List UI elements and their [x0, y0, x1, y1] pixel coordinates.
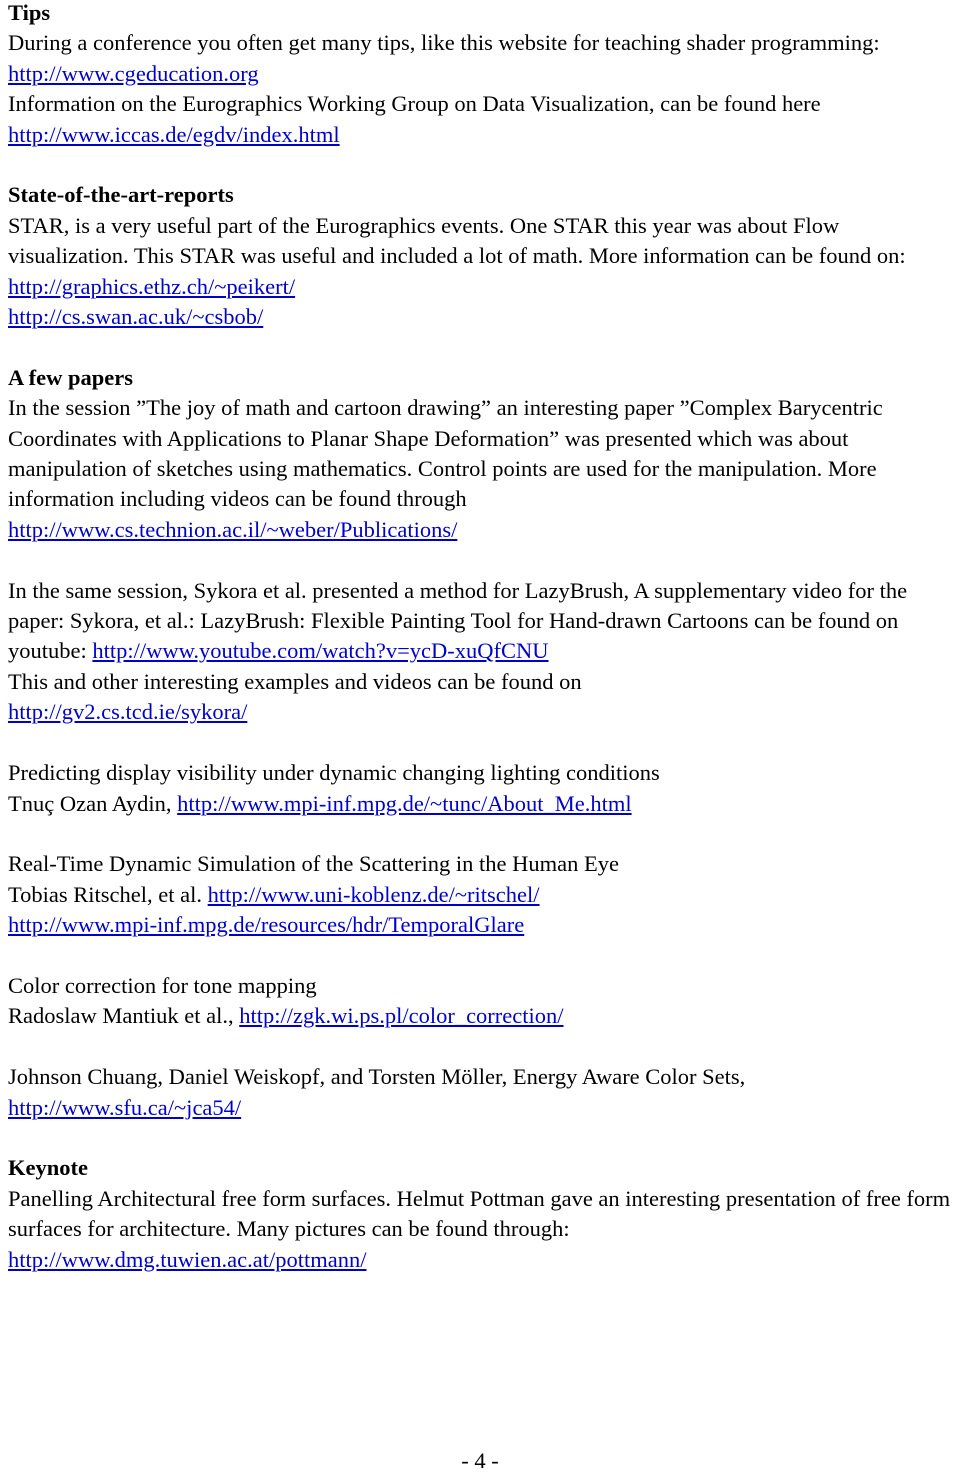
csbob-link[interactable]: http://cs.swan.ac.uk/~csbob/	[8, 304, 264, 330]
spacer	[8, 1123, 953, 1153]
color-correction-link[interactable]: http://zgk.wi.ps.pl/color_correction/	[239, 1003, 564, 1029]
sfu-link[interactable]: http://www.sfu.ca/~jca54/	[8, 1094, 242, 1120]
paper-3-title: Predicting display visibility under dynamic changing lighting conditions	[8, 760, 660, 786]
star-link-line-1	[8, 272, 953, 302]
paper-4-author: Tobias Ritschel, et al.	[8, 881, 208, 907]
paper-6-link-line	[8, 1093, 953, 1123]
pottmann-link[interactable]: http://www.dmg.tuwien.ac.at/pottmann/	[8, 1246, 367, 1272]
spacer	[8, 941, 953, 971]
cgeducation-link[interactable]: http://www.cgeducation.org	[8, 60, 259, 86]
spacer	[8, 332, 953, 362]
ritschel-link[interactable]: http://www.uni-koblenz.de/~ritschel/	[207, 881, 540, 907]
paper-1-link-line	[8, 515, 953, 545]
spacer	[8, 150, 953, 180]
spacer	[8, 545, 953, 575]
paper-5-author-line	[8, 1001, 953, 1031]
paper-3-author: Tnuç Ozan Aydin,	[8, 790, 178, 816]
keynote-paragraph: Panelling Architectural free form surfaces. Helmut Pottman gave an interesting presentation of free form surfaces for architecture. Many pictures can be found through:	[8, 1185, 951, 1242]
spacer	[8, 1032, 953, 1062]
spacer	[8, 728, 953, 758]
spacer	[8, 819, 953, 849]
tips-heading: Tips	[8, 0, 51, 25]
star-heading: State-of-the-art-reports	[8, 182, 234, 208]
paper-4-link-line	[8, 910, 953, 940]
star-paragraph: STAR, is a very useful part of the Eurographics events. One STAR this year was about Flow visualization. This STAR was useful and included a lot of math. More information can be found on:	[8, 212, 906, 269]
paper-4-author-line	[8, 880, 953, 910]
star-link-line-2	[8, 302, 953, 332]
keynote-heading: Keynote	[8, 1155, 88, 1181]
papers-heading: A few papers	[8, 364, 133, 390]
paper-6-text: Johnson Chuang, Daniel Weiskopf, and Torsten Möller, Energy Aware Color Sets,	[8, 1064, 746, 1090]
paper-5-title: Color correction for tone mapping	[8, 972, 317, 998]
temporal-glare-link[interactable]: http://www.mpi-inf.mpg.de/resources/hdr/TemporalGlare	[8, 912, 525, 938]
paper-2-link-line	[8, 697, 953, 727]
tips-paragraph-1	[8, 28, 953, 89]
paper-5-author: Radoslaw Mantiuk et al.,	[8, 1003, 240, 1029]
tips-paragraph-2	[8, 89, 953, 150]
peikert-link[interactable]: http://graphics.ethz.ch/~peikert/	[8, 273, 296, 299]
paper-1-paragraph: In the session ”The joy of math and cartoon drawing” an interesting paper ”Complex Barycentric Coordinates with Applications to Planar Shape Deformation” was presented which was about manipulation of sketches using mathematics. Control points are used for the manipulation. More information including videos can be found through	[8, 395, 883, 512]
page-number: - 4 -	[461, 1448, 499, 1473]
egdv-link[interactable]: http://www.iccas.de/egdv/index.html	[8, 121, 340, 147]
sykora-link[interactable]: http://gv2.cs.tcd.ie/sykora/	[8, 699, 248, 725]
paper-2-text: In the same session, Sykora et al. presented a method for LazyBrush, A supplementary video for the paper: Sykora, et al.: LazyBrush: Flexible Painting Tool for Hand-drawn Cartoons can be found on youtube:	[8, 577, 908, 664]
paper-4-title: Real-Time Dynamic Simulation of the Scattering in the Human Eye	[8, 851, 619, 877]
youtube-link[interactable]: http://www.youtube.com/watch?v=ycD-xuQfCNU	[92, 638, 549, 664]
document-page	[8, 0, 953, 1275]
paper-2-more-text: This and other interesting examples and videos can be found on	[8, 668, 582, 694]
paper-3-author-line	[8, 789, 953, 819]
aydin-link[interactable]: http://www.mpi-inf.mpg.de/~tunc/About_Me.html	[177, 790, 632, 816]
technion-link[interactable]: http://www.cs.technion.ac.il/~weber/Publications/	[8, 516, 458, 542]
tips-text-1: During a conference you often get many tips, like this website for teaching shader programming:	[8, 30, 880, 56]
tips-text-2: Information on the Eurographics Working Group on Data Visualization, can be found here	[8, 91, 821, 117]
paper-2-paragraph	[8, 576, 953, 667]
keynote-link-line	[8, 1245, 953, 1275]
